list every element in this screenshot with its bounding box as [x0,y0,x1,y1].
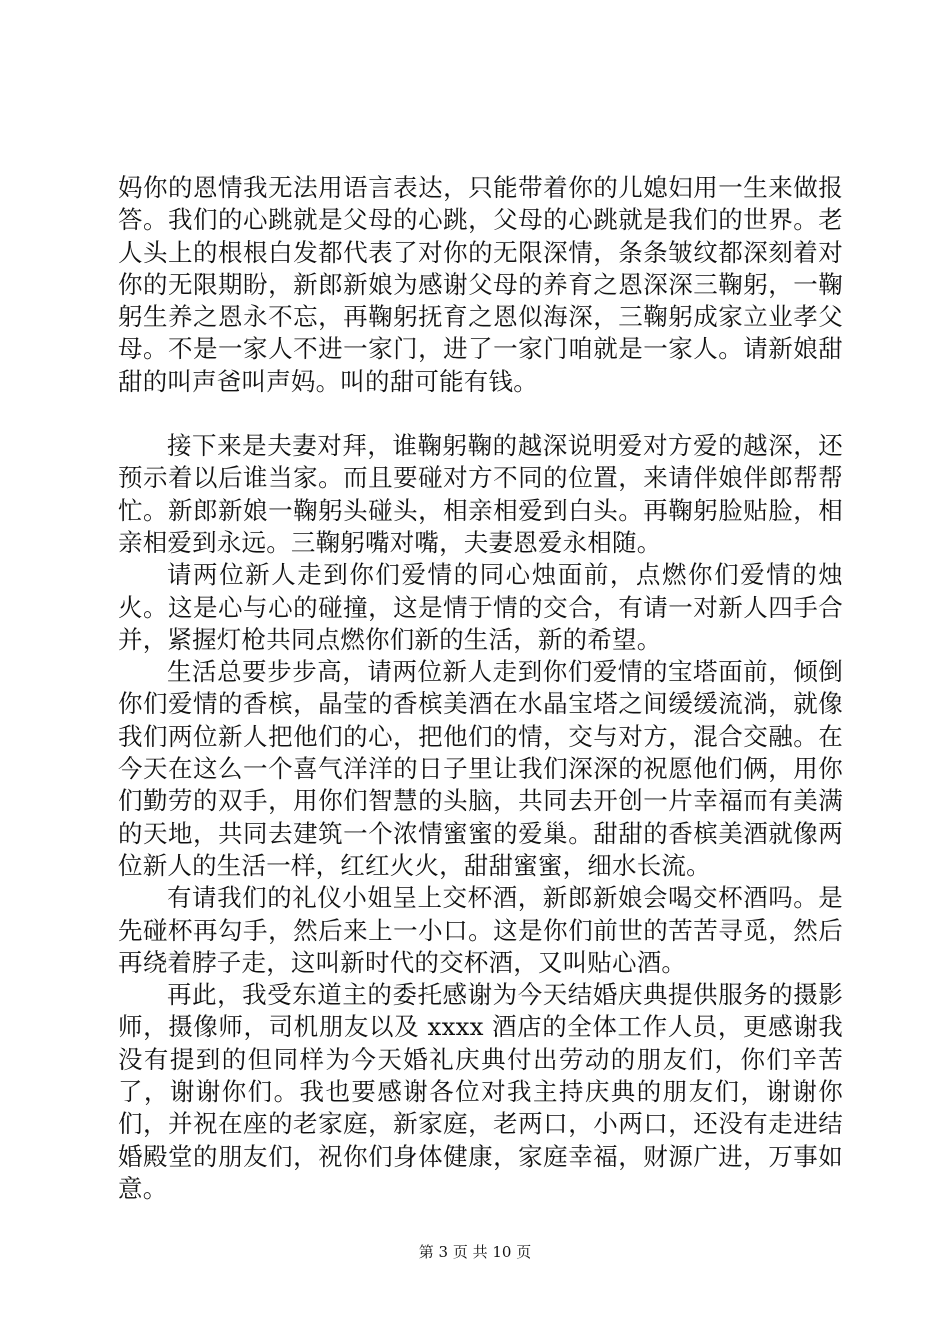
paragraph-parents-gratitude: 妈你的恩情我无法用语言表达，只能带着你的儿媳妇用一生来做报答。我们的心跳就是父母的心跳，父母的心跳就是我们的世界。老人头上的根根白发都代表了对你的无限深情，条条皱纹都深刻着对你的无限期盼，新郎新娘为感谢父母的养育之恩深深三鞠躬，一鞠躬生养之恩永不忘，再鞠躬抚育之恩似海深，三鞠躬成家立业孝父母。不是一家人不进一家门，进了一家门咱就是一家人。请新娘甜甜的叫声爸叫声妈。叫的甜可能有钱。 [118,173,843,396]
page-number-footer: 第 3 页 共 10 页 [418,1243,532,1261]
document-body [118,172,843,1205]
paragraph-champagne-tower: 生活总要步步高，请两位新人走到你们爱情的宝塔面前，倾倒你们爱情的香槟，晶莹的香槟美酒在水晶宝塔之间缓缓流淌，就像我们两位新人把他们的心，把他们的情，交与对方，混合交融。在今天在这么一个喜气洋洋的日子里让我们深深的祝愿他们俩，用你们勤劳的双手，用你们智慧的头脑，共同去开创一片幸福而有美满的天地，共同去建筑一个浓情蜜蜜的爱巢。甜甜的香槟美酒就像两位新人的生活一样，红红火火，甜甜蜜蜜，细水长流。 [118,657,843,880]
paragraph-cross-cup-wine: 有请我们的礼仪小姐呈上交杯酒，新郎新娘会喝交杯酒吗。是先碰杯再勾手，然后来上一小口。这是你们前世的苦苦寻觅，然后再绕着脖子走，这叫新时代的交杯酒，又叫贴心酒。 [118,883,843,977]
paragraph-couple-bow: 接下来是夫妻对拜，谁鞠躬鞠的越深说明爱对方爱的越深，还预示着以后谁当家。而且要碰对方不同的位置，来请伴娘伴郎帮帮忙。新郎新娘一鞠躬头碰头，相亲相爱到白头。再鞠躬脸贴脸，相亲相爱到永远。三鞠躬嘴对嘴，夫妻恩爱永相随。 [118,431,843,557]
paragraph-thanks: 再此，我受东道主的委托感谢为今天结婚庆典提供服务的摄影师，摄像师，司机朋友以及 xxxx 酒店的全体工作人员，更感谢我没有提到的但同样为今天婚礼庆典付出劳动的朋友们，你们辛苦了，谢谢你们。我也要感谢各位对我主持庆典的朋友们，谢谢你们，并祝在座的老家庭，新家庭，老两口，小两口，还没有走进结婚殿堂的朋友们，祝你们身体健康，家庭幸福，财源广进，万事如意。 [118,980,843,1203]
paragraph-unity-candle: 请两位新人走到你们爱情的同心烛面前，点燃你们爱情的烛火。这是心与心的碰撞，这是情于情的交合，有请一对新人四手合并，紧握灯枪共同点燃你们新的生活，新的希望。 [118,560,843,654]
